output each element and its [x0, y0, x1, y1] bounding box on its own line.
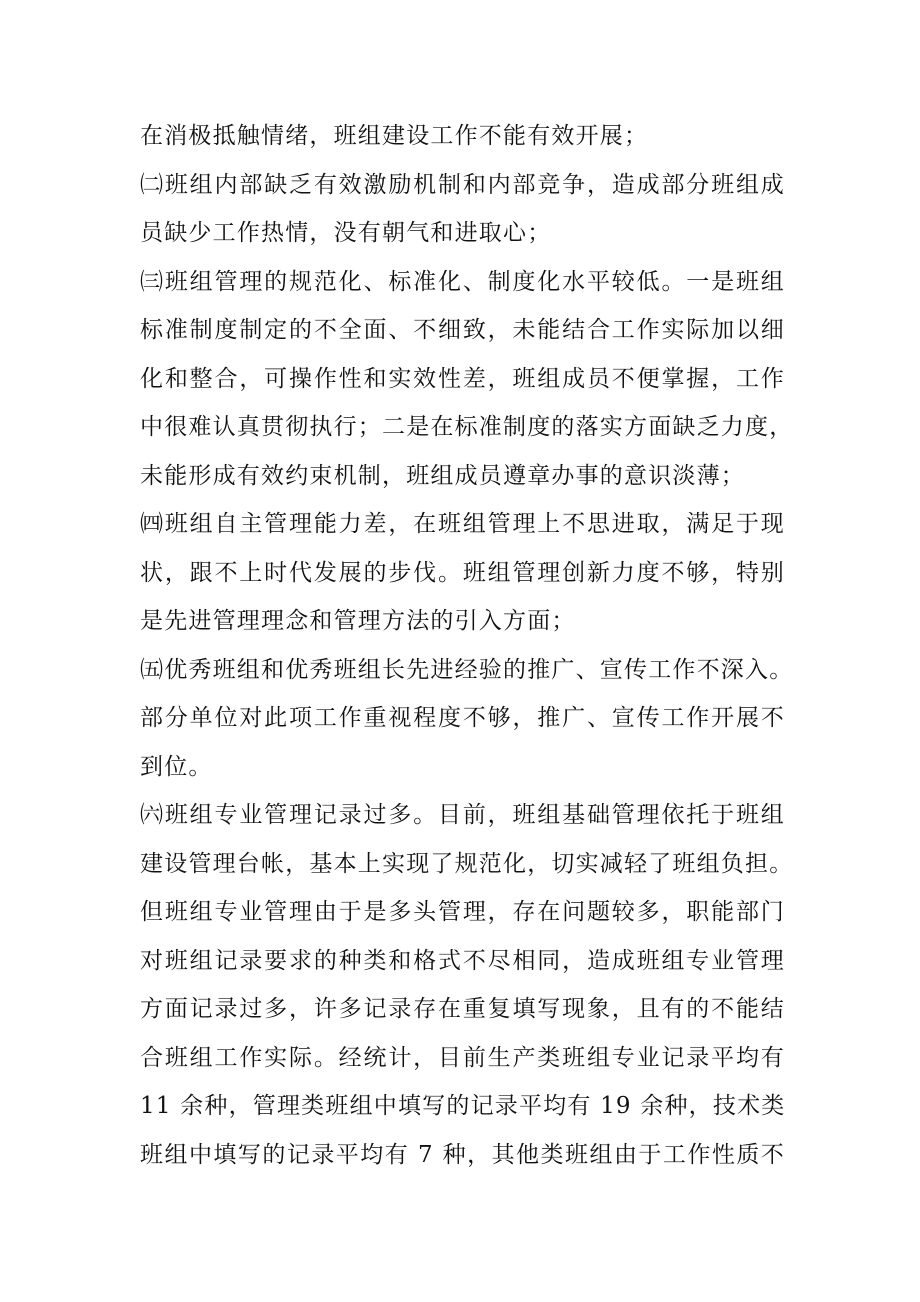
- text-line: 员缺少工作热情，没有朝气和进取心；: [140, 220, 552, 246]
- text-line: 未能形成有效约束机制，班组成员遵章办事的意识淡薄；: [140, 462, 745, 489]
- text-line: ㈡班组内部缺乏有效激励机制和内部竞争，造成部分班组成: [140, 171, 785, 198]
- text-line: ㈣班组自主管理能力差，在班组管理上不思进取，满足于现: [140, 511, 785, 537]
- text-line: 合班组工作实际。经统计，目前生产类班组专业记录平均有: [140, 1044, 785, 1071]
- text-line: ㈥班组专业管理记录过多。目前，班组基础管理依托于班组: [140, 802, 785, 828]
- text-line: 但班组专业管理由于是多头管理，存在问题较多，职能部门: [140, 899, 785, 925]
- text-line: 状，跟不上时代发展的步伐。班组管理创新力度不够，特别: [140, 559, 785, 586]
- text-line: 对班组记录要求的种类和格式不尽相同，造成班组专业管理: [140, 947, 785, 974]
- text-line: 化和整合，可操作性和实效性差，班组成员不便掌握，工作: [140, 365, 785, 392]
- text-line: 中很难认真贯彻执行；二是在标准制度的落实方面缺乏力度，: [140, 414, 794, 440]
- text-line: 部分单位对此项工作重视程度不够，推广、宣传工作开展不: [140, 705, 785, 731]
- text-line: 11 余种，管理类班组中填写的记录平均有 19 余种，技术类: [140, 1093, 786, 1119]
- text-line: 建设管理台帐，基本上实现了规范化，切实减轻了班组负担。: [140, 850, 794, 877]
- text-line: ㈤优秀班组和优秀班组长先进经验的推广、宣传工作不深入。: [140, 656, 794, 683]
- text-line: 班组中填写的记录平均有 7 种，其他类班组由于工作性质不: [140, 1141, 785, 1168]
- text-line: 是先进管理理念和管理方法的引入方面；: [140, 608, 576, 634]
- text-line: 方面记录过多，许多记录存在重复填写现象，且有的不能结: [140, 996, 785, 1022]
- body-text: [140, 112, 794, 1179]
- text-line: 到位。: [140, 753, 213, 780]
- text-line: ㈢班组管理的规范化、标准化、制度化水平较低。一是班组: [140, 268, 785, 295]
- text-line: 标准制度制定的不全面、不细致，未能结合工作实际加以细: [140, 317, 785, 343]
- text-line: 在消极抵触情绪，班组建设工作不能有效开展；: [140, 123, 649, 149]
